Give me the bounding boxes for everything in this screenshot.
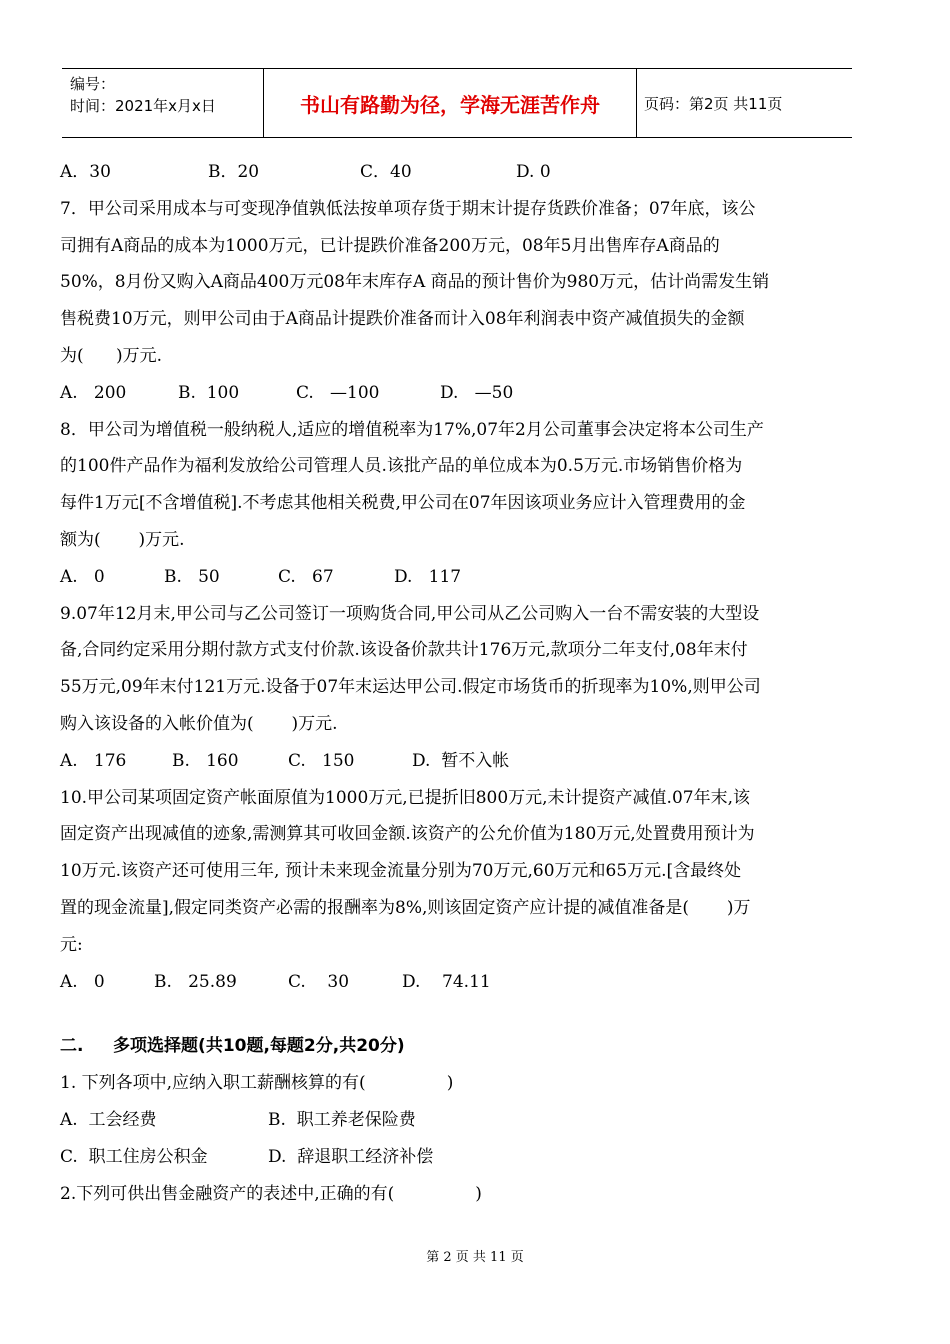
mq1-options-row-1 xyxy=(60,1102,860,1139)
question-9 xyxy=(60,596,860,780)
header-divider xyxy=(263,69,264,137)
q6-options xyxy=(60,154,860,191)
question-line: 司拥有A商品的成本为1000万元，已计提跌价准备200万元，08年5月出售库存A商品的 xyxy=(60,235,720,256)
question-line: 固定资产出现减值的迹象,需测算其可收回金额.该资产的公允价值为180万元,处置费用预计为 xyxy=(60,824,755,845)
option: D. 0 xyxy=(516,162,551,182)
header-number: 编号： xyxy=(70,75,116,93)
option: A. 0 xyxy=(60,971,105,992)
q9-options xyxy=(60,743,860,780)
option: B．20 xyxy=(208,162,260,182)
question-line: 置的现金流量],假定同类资产必需的报酬率为8%,则该固定资产应计提的减值准备是( )万 xyxy=(60,897,751,918)
question-line: 8．甲公司为增值税一般纳税人,适应的增值税率为17%,07年2月公司董事会决定将本公司生产 xyxy=(60,419,764,440)
q7-options xyxy=(60,375,860,412)
question-line: 售税费10万元，则甲公司由于A商品计提跌价准备而计入08年利润表中资产减值损失的金额 xyxy=(60,309,745,330)
header-page-label: 页码：第2页 共11页 xyxy=(644,95,783,113)
option: D. 117 xyxy=(394,566,462,587)
multi-question-1 xyxy=(60,1065,860,1175)
question-line: 购入该设备的入帐价值为( )万元. xyxy=(60,713,338,734)
option: C. —100 xyxy=(296,382,380,403)
mq1-options-row-2 xyxy=(60,1139,860,1176)
header-meta xyxy=(70,73,216,117)
q8-options xyxy=(60,559,860,596)
option: B. 100 xyxy=(178,382,240,403)
question-line: 9.07年12月末,甲公司与乙公司签订一项购货合同,甲公司从乙公司购入一台不需安装的大型设 xyxy=(60,603,760,624)
option: B. 职工养老保险费 xyxy=(268,1109,416,1130)
option: A．30 xyxy=(60,162,111,182)
question-line: 10.甲公司某项固定资产帐面原值为1000万元,已提折旧800万元,未计提资产减值.07年末,该 xyxy=(60,787,750,808)
option: A. 176 xyxy=(60,750,127,771)
question-line: 额为( )万元. xyxy=(60,529,185,550)
question-line: 55万元,09年末付121万元.设备于07年末运达甲公司.假定市场货币的折现率为10%,则甲公司 xyxy=(60,677,761,698)
question-line: 10万元.该资产还可使用三年, 预计未来现金流量分别为70万元,60万元和65万元.[含最终处 xyxy=(60,861,742,882)
section-2-title: 二. 多项选择题(共10题,每题2分,共20分) xyxy=(60,1036,405,1057)
header-motto: 书山有路勤为径，学海无涯苦作舟 xyxy=(300,93,600,117)
option: A. 200 xyxy=(60,382,127,403)
page-header xyxy=(62,68,852,138)
document-body xyxy=(60,154,860,1212)
question-line: 50%，8月份又购入A商品400万元08年末库存A 商品的预计售价为980万元，估计尚需发生销 xyxy=(60,272,770,293)
option: D. 暂不入帐 xyxy=(412,750,510,771)
question-line: 元: xyxy=(60,934,83,955)
option: C. 150 xyxy=(288,750,355,771)
question-10 xyxy=(60,780,860,1001)
question-line: 1. 下列各项中,应纳入职工薪酬核算的有( ) xyxy=(60,1073,454,1094)
question-line: 备,合同约定采用分期付款方式支付价款.该设备价款共计176万元,款项分二年支付,08年末付 xyxy=(60,640,748,661)
option: C. 职工住房公积金 xyxy=(60,1146,208,1167)
option: C. 30 xyxy=(288,971,350,992)
option: B. 50 xyxy=(164,566,220,587)
question-line: 为( )万元. xyxy=(60,345,163,366)
header-divider xyxy=(636,69,637,137)
question-8 xyxy=(60,412,860,596)
header-time: 时间：2021年x月x日 xyxy=(70,97,216,115)
option: C．40 xyxy=(360,162,412,182)
question-line: 的100件产品作为福利发放给公司管理人员.该批产品的单位成本为0.5万元.市场销售价格为 xyxy=(60,456,743,477)
option: C. 67 xyxy=(278,566,334,587)
page-footer: 第 2 页 共 11 页 xyxy=(426,1250,524,1265)
option: D. —50 xyxy=(440,382,514,403)
option: B. 25.89 xyxy=(154,971,237,992)
option: D. 74.11 xyxy=(402,971,491,992)
question-line: 7．甲公司采用成本与可变现净值孰低法按单项存货于期末计提存货跌价准备；07年底，该公 xyxy=(60,198,756,219)
option: A. 工会经费 xyxy=(60,1109,157,1130)
question-line: 每件1万元[不含增值税].不考虑其他相关税费,甲公司在07年因该项业务应计入管理费用的金 xyxy=(60,493,746,514)
option: D. 辞退职工经济补偿 xyxy=(268,1146,434,1167)
option: B. 160 xyxy=(172,750,239,771)
multi-question-2 xyxy=(60,1176,860,1213)
q10-options xyxy=(60,964,860,1001)
question-line: 2.下列可供出售金融资产的表述中,正确的有( ) xyxy=(60,1183,482,1204)
option: A. 0 xyxy=(60,566,105,587)
question-7 xyxy=(60,191,860,412)
